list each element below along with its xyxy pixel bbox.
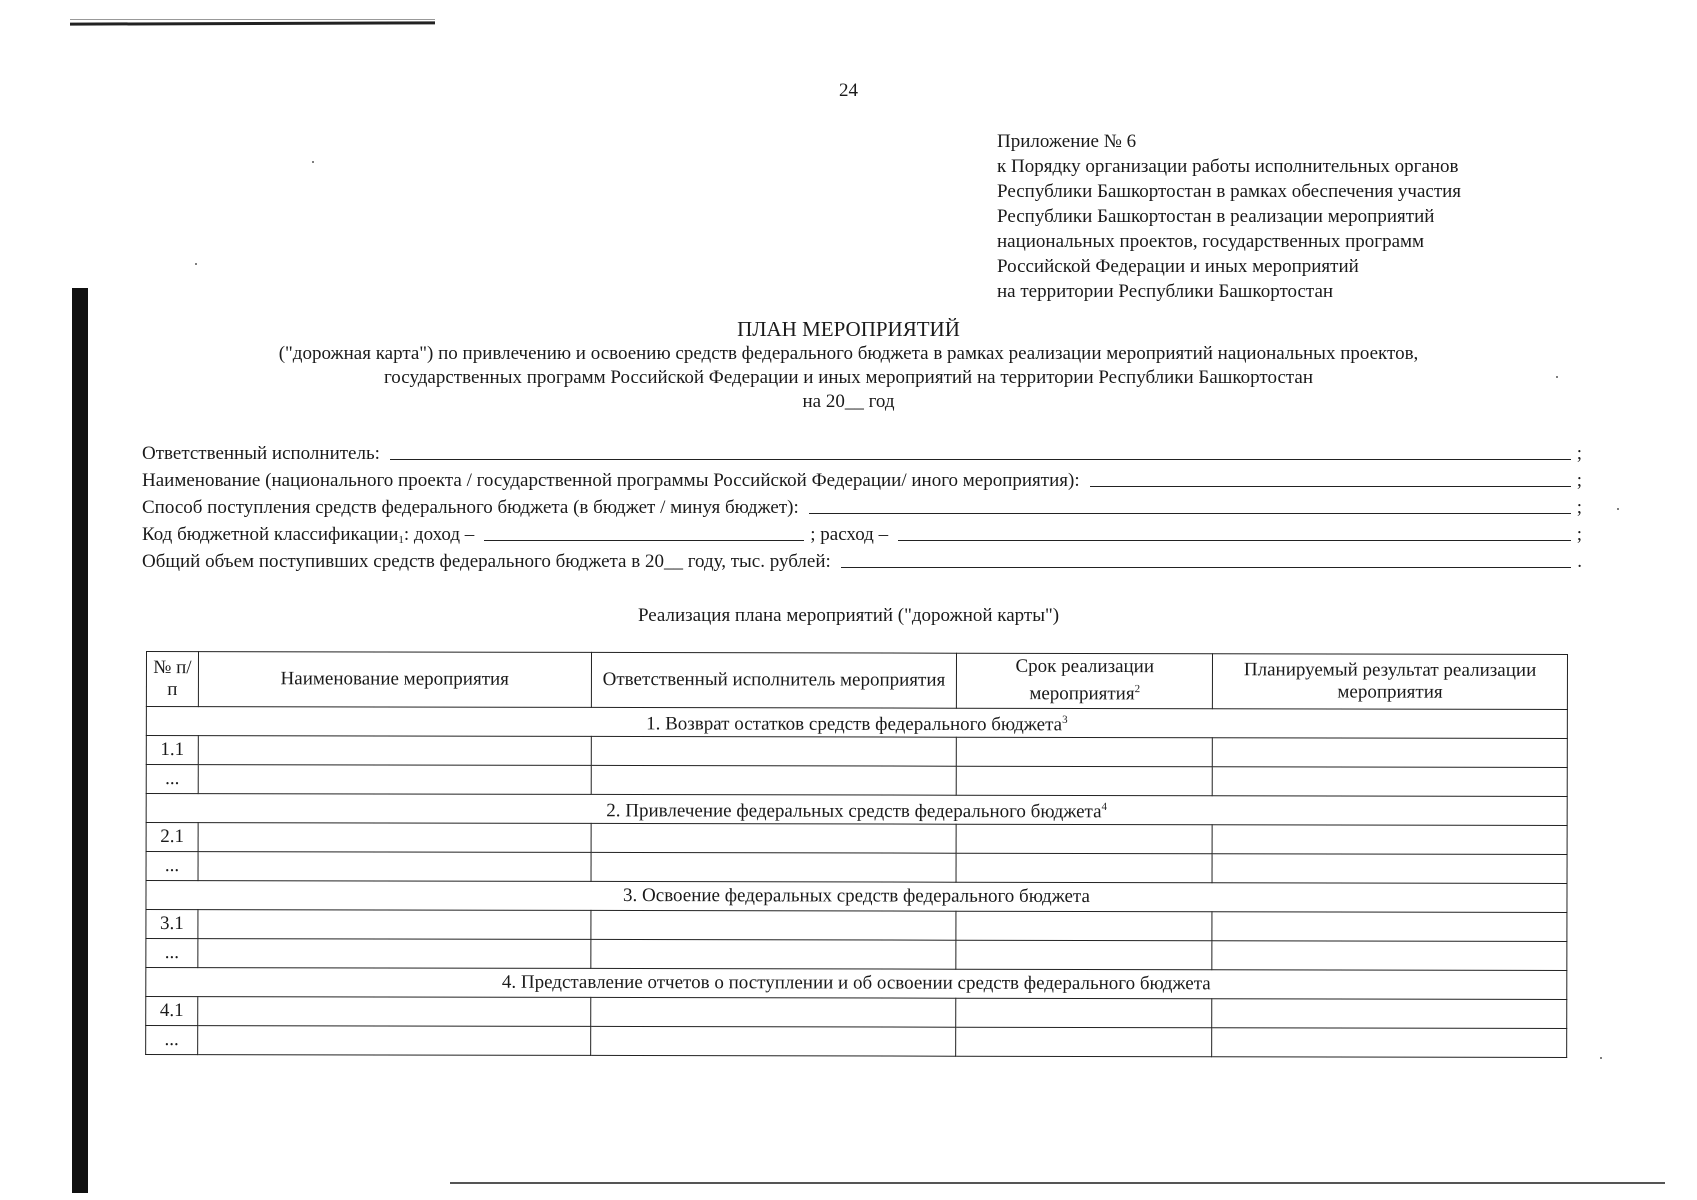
table-row (146, 939, 1567, 971)
result-cell[interactable] (1212, 825, 1567, 855)
field-label: Код бюджетной классификации (142, 524, 399, 545)
table-row (146, 997, 1567, 1029)
scan-edge-line (70, 19, 435, 20)
expense-label: ; расход – (810, 524, 889, 545)
table-row (146, 852, 1567, 884)
row-number: ... (146, 765, 198, 794)
method-blank[interactable] (809, 512, 1571, 514)
deadline-cell[interactable] (956, 998, 1212, 1028)
group-title (146, 707, 1567, 739)
name-cell[interactable] (198, 997, 591, 1027)
executor-cell[interactable] (591, 910, 957, 940)
row-number: ... (146, 852, 198, 881)
footnote-ref: 4 (1101, 801, 1108, 814)
row-number: 1.1 (146, 736, 198, 765)
table-group-row (146, 881, 1567, 913)
footnote-ref: 2 (1134, 683, 1141, 696)
row-number: 3.1 (146, 910, 198, 939)
header-deadline-text: Срок реализации мероприятия (1015, 656, 1155, 705)
field-budget-code (142, 519, 1582, 546)
field-label: Способ поступления средств федерального бюджета (в бюджет / минуя бюджет): (142, 497, 799, 518)
result-cell[interactable] (1212, 941, 1567, 971)
field-method (142, 492, 1582, 519)
table-group-row (146, 968, 1567, 1000)
field-name (142, 465, 1582, 492)
group-title-text: 2. Привлечение федеральных средств федерального бюджета (606, 800, 1102, 823)
expense-blank[interactable] (898, 539, 1571, 541)
scan-speck (312, 161, 314, 163)
footnote-ref: 3 (1062, 714, 1068, 727)
appendix-line: Приложение № 6 (997, 131, 1137, 152)
scan-binding-shadow (72, 288, 88, 1193)
scan-edge-line (70, 21, 435, 25)
plan-table (145, 651, 1568, 1058)
name-cell[interactable] (198, 736, 591, 766)
executor-cell[interactable] (591, 852, 957, 882)
name-cell[interactable] (198, 1026, 591, 1056)
income-label: : доход – (403, 524, 475, 545)
appendix-line: Российской Федерации и иных мероприятий (997, 256, 1359, 277)
income-blank[interactable] (484, 539, 804, 541)
name-cell[interactable] (198, 823, 591, 853)
title-line: государственных программ Российской Федерации и иных мероприятий на территории Республики Башкортостан (383, 367, 1314, 388)
scan-speck (1600, 1057, 1602, 1059)
name-cell[interactable] (198, 939, 591, 969)
name-blank[interactable] (1090, 485, 1571, 487)
result-cell[interactable] (1212, 1028, 1567, 1058)
group-title-text: 1. Возврат остатков средств федерального бюджета (646, 713, 1063, 736)
appendix-line: Республики Башкортостан в реализации мероприятий (997, 206, 1435, 227)
header-result: Планируемый результат реализации мероприятия (1213, 654, 1568, 710)
name-cell[interactable] (198, 765, 591, 795)
deadline-cell[interactable] (956, 911, 1212, 941)
header-deadline (957, 653, 1213, 709)
appendix-line: на территории Республики Башкортостан (997, 281, 1334, 302)
group-title-text: 4. Представление отчетов о поступлении и об освоении средств федерального бюджета (501, 971, 1211, 995)
appendix-note (997, 129, 1557, 304)
title-line: ("дорожная карта") по привлечению и освоению средств федерального бюджета в рамках реализации мероприятий национальных проектов, (278, 343, 1419, 364)
table-row (146, 765, 1567, 797)
title-year-line: на 20__ год (802, 391, 895, 412)
title-main: ПЛАН МЕРОПРИЯТИЙ (737, 317, 960, 341)
document-title (0, 316, 1697, 414)
group-title (146, 794, 1567, 826)
scan-speck (195, 263, 197, 265)
deadline-cell[interactable] (956, 824, 1212, 854)
total-blank[interactable] (841, 566, 1571, 568)
scan-edge-line (450, 1182, 1665, 1184)
executor-cell[interactable] (590, 939, 956, 969)
executor-cell[interactable] (591, 823, 957, 853)
field-label: Наименование (национального проекта / государственной программы Российской Федерации/ иного мероприятия): (142, 470, 1080, 491)
table-row (146, 910, 1567, 942)
appendix-line: к Порядку организации работы исполнительных органов (997, 156, 1459, 177)
field-end: ; (1576, 524, 1582, 545)
name-cell[interactable] (198, 852, 591, 882)
field-label: Общий объем поступивших средств федерального бюджета в 20__ году, тыс. рублей: (142, 551, 831, 572)
table-row (146, 823, 1567, 855)
field-end: . (1577, 551, 1582, 572)
header-num: № п/п (146, 652, 198, 707)
header-name: Наименование мероприятия (198, 652, 591, 708)
scan-speck (1617, 508, 1619, 510)
deadline-cell[interactable] (956, 853, 1212, 883)
executor-cell[interactable] (590, 1026, 956, 1056)
result-cell[interactable] (1212, 738, 1567, 768)
field-end: ; (1576, 497, 1582, 518)
deadline-cell[interactable] (956, 1027, 1212, 1057)
appendix-line: национальных проектов, государственных программ (997, 231, 1425, 252)
group-title (146, 968, 1567, 1000)
table-body (146, 707, 1568, 1058)
row-number: 4.1 (146, 997, 198, 1026)
footnote-ref: 1 (398, 534, 404, 546)
executor-cell[interactable] (591, 736, 957, 766)
field-end: ; (1576, 470, 1582, 491)
row-number: ... (146, 939, 198, 968)
result-cell[interactable] (1212, 999, 1567, 1029)
field-end: ; (1576, 443, 1582, 464)
row-number: 2.1 (146, 823, 198, 852)
table-header-row (146, 652, 1567, 710)
field-responsible (142, 438, 1582, 465)
result-cell[interactable] (1212, 854, 1567, 884)
deadline-cell[interactable] (957, 737, 1213, 767)
group-title (146, 881, 1567, 913)
section-caption: Реализация плана мероприятий ("дорожной карты") (637, 605, 1060, 626)
page-number: 24 (839, 80, 858, 101)
field-label: Ответственный исполнитель: (142, 443, 380, 464)
header-executor: Ответственный исполнитель мероприятия (591, 652, 957, 708)
table-group-row (146, 707, 1567, 739)
group-title-text: 3. Освоение федеральных средств федерального бюджета (623, 884, 1090, 907)
executor-cell[interactable] (590, 997, 956, 1027)
executor-cell[interactable] (591, 765, 957, 795)
result-cell[interactable] (1212, 767, 1567, 797)
result-cell[interactable] (1212, 912, 1567, 942)
name-cell[interactable] (198, 910, 591, 940)
table-group-row (146, 794, 1567, 826)
deadline-cell[interactable] (957, 766, 1213, 796)
deadline-cell[interactable] (956, 940, 1212, 970)
table-row (146, 1026, 1567, 1058)
responsible-blank[interactable] (390, 458, 1571, 460)
field-total (142, 546, 1582, 573)
table-row (146, 736, 1567, 768)
appendix-line: Республики Башкортостан в рамках обеспечения участия (997, 181, 1462, 202)
form-fields (142, 438, 1582, 573)
row-number: ... (146, 1026, 198, 1055)
